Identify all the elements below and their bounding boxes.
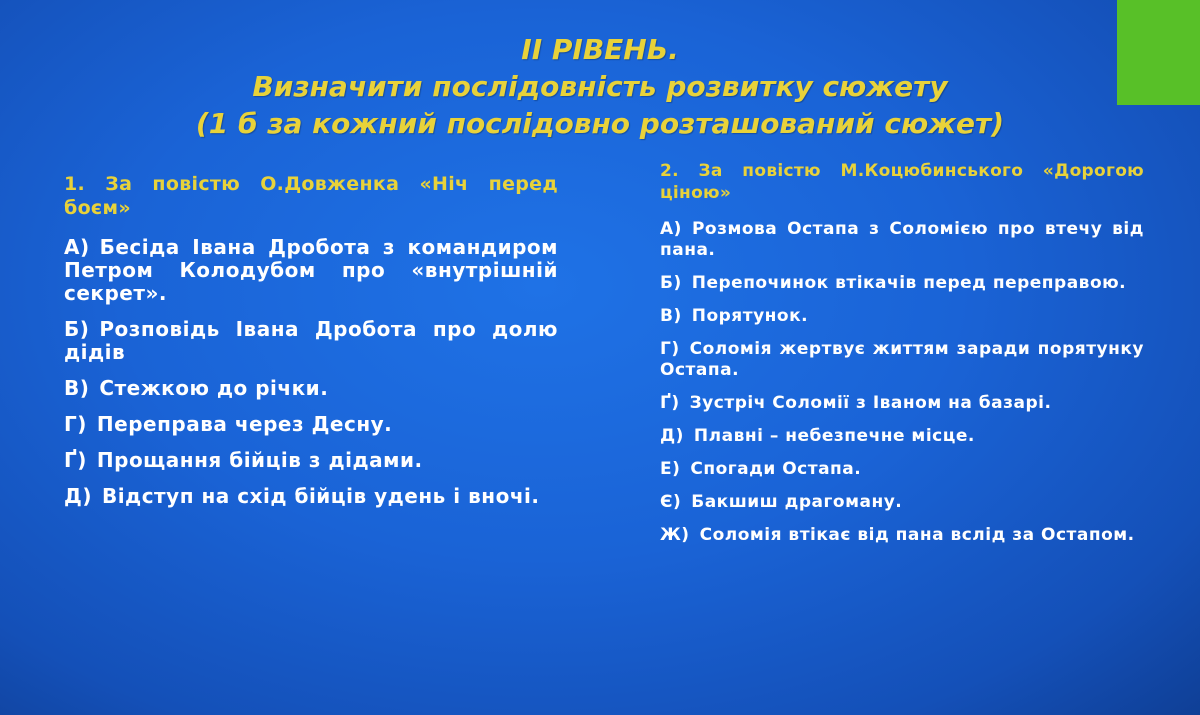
item-text: Соломія втікає від пана вслід за Остапом. — [699, 525, 1135, 545]
slide-header — [0, 32, 1110, 142]
right-item-g — [660, 393, 1144, 414]
left-column — [64, 172, 558, 508]
item-text: Прощання бійців з дідами. — [96, 448, 423, 472]
item-letter: Д) — [64, 484, 92, 508]
item-text: Плавні – небезпечне місце. — [693, 426, 975, 446]
green-corner-rectangle — [1117, 0, 1200, 105]
item-letter: Ґ) — [64, 448, 87, 472]
item-letter: Г) — [64, 412, 87, 436]
left-source-title: 1. За повістю О.Довженка «Ніч перед боєм» — [64, 173, 558, 219]
left-item-v — [64, 377, 558, 400]
right-item-zh — [660, 525, 1144, 546]
item-text: Бакшиш драгоману. — [691, 492, 903, 512]
item-text: Соломія жертвує життям заради порятунку Остапа. — [660, 339, 1144, 380]
item-letter: Є) — [660, 492, 682, 512]
level-title: II РІВЕНЬ. — [521, 33, 679, 66]
item-letter: В) — [64, 376, 90, 400]
item-text: Стежкою до річки. — [99, 376, 329, 400]
right-item-e — [660, 459, 1144, 480]
item-text: Розмова Остапа з Соломією про втечу від пана. — [660, 219, 1144, 260]
item-text: Переправа через Десну. — [96, 412, 393, 436]
right-item-a — [660, 219, 1144, 261]
left-item-d — [64, 485, 558, 508]
item-letter: В) — [660, 306, 682, 326]
right-item-h — [660, 339, 1144, 381]
item-text: Перепочинок втікачів перед переправою. — [691, 273, 1127, 293]
item-letter: Ж) — [660, 525, 690, 545]
right-source-title: 2. За повістю М.Коцюбинського «Дорогою ціною» — [660, 161, 1144, 203]
right-item-b — [660, 273, 1144, 294]
points-note: (1 б за кожний послідовно розташований сюжет) — [195, 107, 1005, 140]
left-item-g — [64, 449, 558, 472]
item-letter: Ґ) — [660, 393, 680, 413]
item-letter: Г) — [660, 339, 680, 359]
item-letter: Б) — [660, 273, 682, 293]
item-letter: Е) — [660, 459, 681, 479]
right-column — [660, 160, 1144, 546]
item-text: Бесіда Івана Дробота з командиром Петром Колодубом про «внутрішній секрет». — [64, 235, 558, 305]
item-letter: Д) — [660, 426, 684, 446]
left-item-h — [64, 413, 558, 436]
item-letter: А) — [660, 219, 682, 239]
item-text: Порятунок. — [691, 306, 809, 326]
left-item-b — [64, 318, 558, 364]
item-letter: А) — [64, 235, 90, 259]
item-letter: Б) — [64, 317, 90, 341]
item-text: Спогади Остапа. — [690, 459, 862, 479]
item-text: Розповідь Івана Дробота про долю дідів — [64, 317, 558, 364]
task-title: Визначити послідовність розвитку сюжету — [252, 70, 948, 103]
item-text: Відступ на схід бійців удень і вночі. — [101, 484, 540, 508]
right-item-v — [660, 306, 1144, 327]
left-item-a — [64, 236, 558, 305]
right-item-d — [660, 426, 1144, 447]
right-item-ye — [660, 492, 1144, 513]
item-text: Зустріч Соломії з Іваном на базарі. — [689, 393, 1052, 413]
